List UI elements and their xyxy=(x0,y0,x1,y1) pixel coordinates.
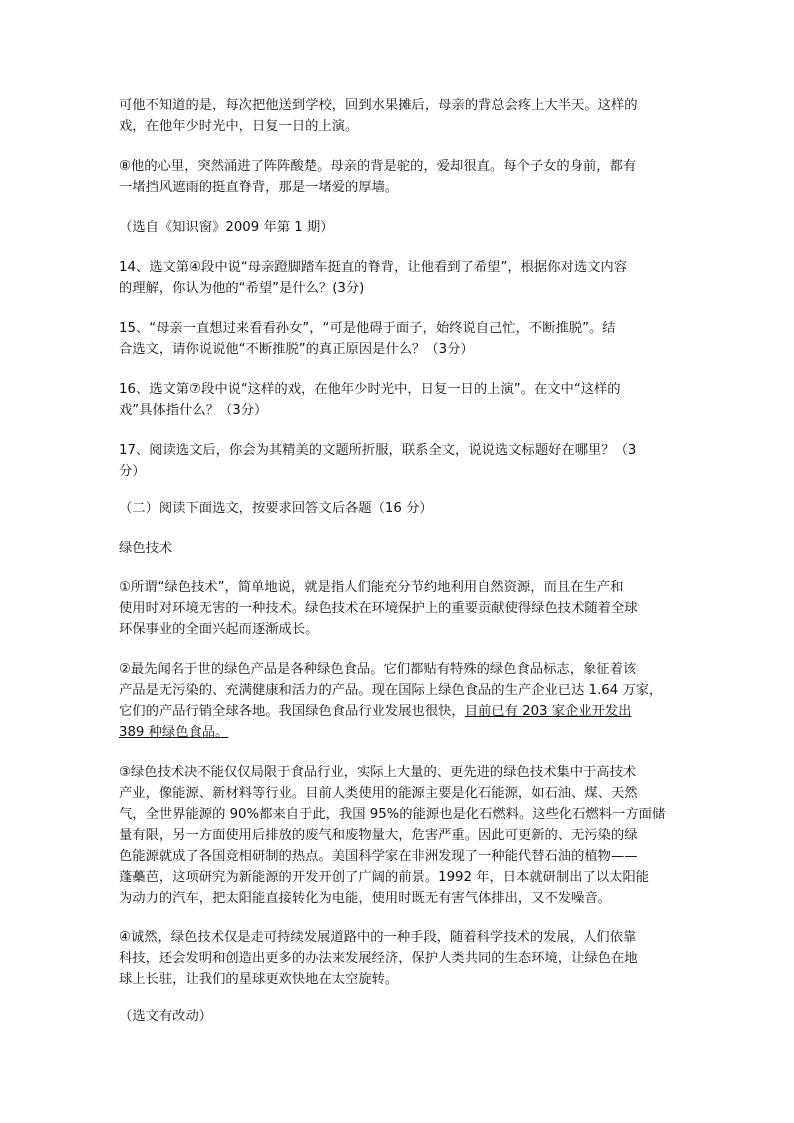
text-line: ③绿色技术决不能仅仅局限于食品行业，实际上大量的、更先进的绿色技术集中于高技术 xyxy=(119,765,637,780)
text-line: （选文有改动） xyxy=(119,1009,213,1024)
text-line xyxy=(119,701,679,722)
text-line: 戏，在他年少时光中，日复一日的上演。 xyxy=(119,119,359,134)
article-title xyxy=(119,538,679,559)
paragraph-mother-back xyxy=(119,95,679,137)
underlined-text: 389 种绿色食品。 xyxy=(119,725,229,740)
text-line: 绿色技术 xyxy=(119,541,173,556)
text-line: 科技，还会发明和创造出更多的办法来发展经济，保护人类共同的生态环境，让绿色在地 xyxy=(119,951,638,966)
text-line: ⑧他的心里，突然涌进了阵阵酸楚。母亲的背是驼的，爱却很直。每个子女的身前，都有 xyxy=(119,159,637,174)
question-17 xyxy=(119,440,679,482)
text-line: （二）阅读下面选文，按要求回答文后各题（16 分） xyxy=(119,501,433,516)
article-paragraph-1 xyxy=(119,577,679,640)
text-line: 15、“母亲一直想过来看看孙女”，“可是他碍于面子，始终说自己忙，不断推脱”。结 xyxy=(119,321,616,336)
question-14 xyxy=(119,257,679,299)
text-line: 使用时对环境无害的一种技术。绿色技术在环境保护上的重要贡献使得绿色技术随着全球 xyxy=(119,601,638,616)
text-line: ②最先闻名于世的绿色产品是各种绿色食品。它们都贴有特殊的绿色食品标志，象征着该 xyxy=(119,662,637,677)
text-line: 为动力的汽车，把太阳能直接转化为电能，使用时既无有害气体排出，又不发噪音。 xyxy=(119,891,611,906)
text-line: 蓬蘽芭，这项研究为新能源的开发开创了广阔的前景。1992 年，日本就研制出了以太阳能 xyxy=(119,870,650,885)
text-line: 可他不知道的是，每次把他送到学校，回到水果摊后，母亲的背总会疼上大半天。这样的 xyxy=(119,98,638,113)
text-line: 量有限，另一方面使用后排放的废气和废物量大，危害严重。因此可更新的、无污染的绿 xyxy=(119,828,638,843)
text-segment: 它们的产品行销全球各地。我国绿色食品行业发展也很快， xyxy=(119,704,465,719)
text-line: 14、选文第④段中说“母亲蹬脚踏车挺直的脊背，让他看到了希望”，根据你对选文内容 xyxy=(119,260,628,275)
text-line: （选自《知识窗》2009 年第 1 期） xyxy=(119,220,334,235)
article-paragraph-2 xyxy=(119,659,679,743)
text-line: 球上长驻，让我们的星球更欢快地在太空旋转。 xyxy=(119,972,399,987)
text-line: ①所谓“绿色技术”，简单地说，就是指人们能充分节约地利用自然资源，而且在生产和 xyxy=(119,580,624,595)
text-line: 产业，像能源、新材料等行业。目前人类使用的能源主要是化石能源，如石油、煤、天然 xyxy=(119,786,638,801)
article-paragraph-4 xyxy=(119,927,679,990)
text-line: 色能源就成了各国竞相研制的热点。美国科学家在非洲发现了一种能代替石油的植物—— xyxy=(119,849,638,864)
text-line: 气，全世界能源的 90%都来自于此，我国 95%的能源也是化石燃料。这些化石燃料一方面储 xyxy=(119,807,666,822)
text-line: 16、选文第⑦段中说“这样的戏，在他年少时光中，日复一日的上演”。在文中“这样的 xyxy=(119,382,621,397)
text-line: 一堵挡风遮雨的挺直脊背，那是一堵爱的厚墙。 xyxy=(119,180,399,195)
text-line: 产品是无污染的、充满健康和活力的产品。现在国际上绿色食品的生产企业已达 1.64 万家， xyxy=(119,683,663,698)
text-line: 戏”具体指什么？（3分） xyxy=(119,403,268,418)
text-line: 分） xyxy=(119,464,146,479)
source-citation xyxy=(119,217,679,238)
underlined-text: 目前已有 203 家企业开发出 xyxy=(464,704,632,719)
text-line: 17、阅读选文后，你会为其精美的文题所折服，联系全文，说说选文标题好在哪里？（3 xyxy=(119,443,637,458)
text-line: 的理解，你认为他的“希望”是什么？(3分) xyxy=(119,281,365,296)
section-heading xyxy=(119,498,679,519)
text-line: 环保事业的全面兴起而逐渐成长。 xyxy=(119,622,319,637)
question-16 xyxy=(119,379,679,421)
question-15 xyxy=(119,318,679,360)
article-paragraph-3 xyxy=(119,762,679,909)
text-line: ④诚然，绿色技术仅是走可持续发展道路中的一种手段，随着科学技术的发展，人们依靠 xyxy=(119,930,637,945)
revision-note xyxy=(119,1006,679,1027)
paragraph-8 xyxy=(119,156,679,198)
text-line: 合选文，请你说说他“不断推脱”的真正原因是什么？（3分） xyxy=(119,342,474,357)
